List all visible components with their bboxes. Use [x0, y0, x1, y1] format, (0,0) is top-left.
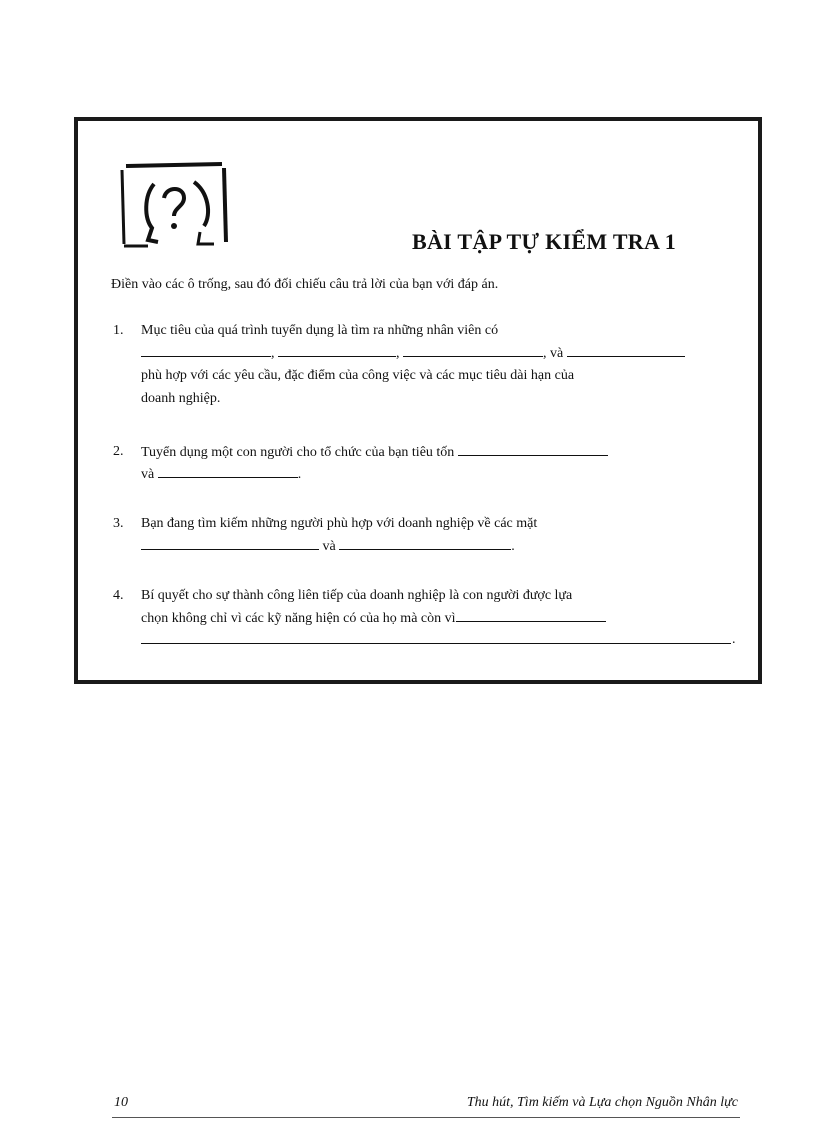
- question-text: và .: [141, 535, 515, 558]
- question-text: chọn không chỉ vì các kỹ năng hiện có của họ mà còn vì: [141, 607, 606, 630]
- question-text: Bạn đang tìm kiếm những người phù hợp với doanh nghiệp về các mặt: [141, 516, 538, 531]
- footer-divider: [112, 1117, 740, 1118]
- exercise-instruction: Điền vào các ô trống, sau đó đối chiếu câu trả lời của bạn với đáp án.: [111, 277, 499, 292]
- question-number: 3.: [113, 516, 124, 531]
- question-text: và .: [141, 463, 301, 486]
- page-number: 10: [114, 1095, 128, 1110]
- question-3: [113, 513, 753, 563]
- self-test-box: [74, 117, 762, 684]
- answer-blank[interactable]: [567, 342, 685, 357]
- question-number: 1.: [113, 323, 124, 338]
- answer-blank[interactable]: [458, 441, 608, 456]
- question-head-icon: [114, 156, 232, 252]
- question-text: Mục tiêu của quá trình tuyển dụng là tìm ra những nhân viên có: [141, 323, 499, 338]
- question-text: Tuyển dụng một con người cho tổ chức của bạn tiêu tốn: [141, 441, 608, 464]
- question-text: Bí quyết cho sự thành công liên tiếp của doanh nghiệp là con người được lựa: [141, 588, 573, 603]
- question-text: doanh nghiệp.: [141, 391, 221, 406]
- answer-blank[interactable]: [158, 463, 298, 478]
- question-2: [113, 441, 753, 491]
- answer-blank[interactable]: [141, 535, 319, 550]
- question-number: 4.: [113, 588, 124, 603]
- book-title: Thu hút, Tìm kiếm và Lựa chọn Nguồn Nhân lực: [466, 1095, 738, 1110]
- question-number: 2.: [113, 444, 124, 459]
- answer-blank[interactable]: [141, 342, 271, 357]
- answer-blank[interactable]: [339, 535, 511, 550]
- answer-blank[interactable]: [278, 342, 396, 357]
- answer-blank[interactable]: [141, 629, 731, 644]
- exercise-title: BÀI TẬP TỰ KIỂM TRA 1: [412, 229, 677, 254]
- answer-blank[interactable]: [456, 607, 606, 622]
- question-4: 4. Bí quyết cho sự thành công liên tiếp của doanh nghiệp là con người được lựa chọn không chỉ vì các kỹ năng hiện có của họ mà còn vì .: [113, 585, 763, 661]
- question-text: phù hợp với các yêu cầu, đặc điểm của công việc và các mục tiêu dài hạn của: [141, 368, 575, 383]
- question-1: [113, 320, 753, 416]
- answer-blank[interactable]: [403, 342, 543, 357]
- answer-blanks-row: , , , và: [141, 342, 685, 365]
